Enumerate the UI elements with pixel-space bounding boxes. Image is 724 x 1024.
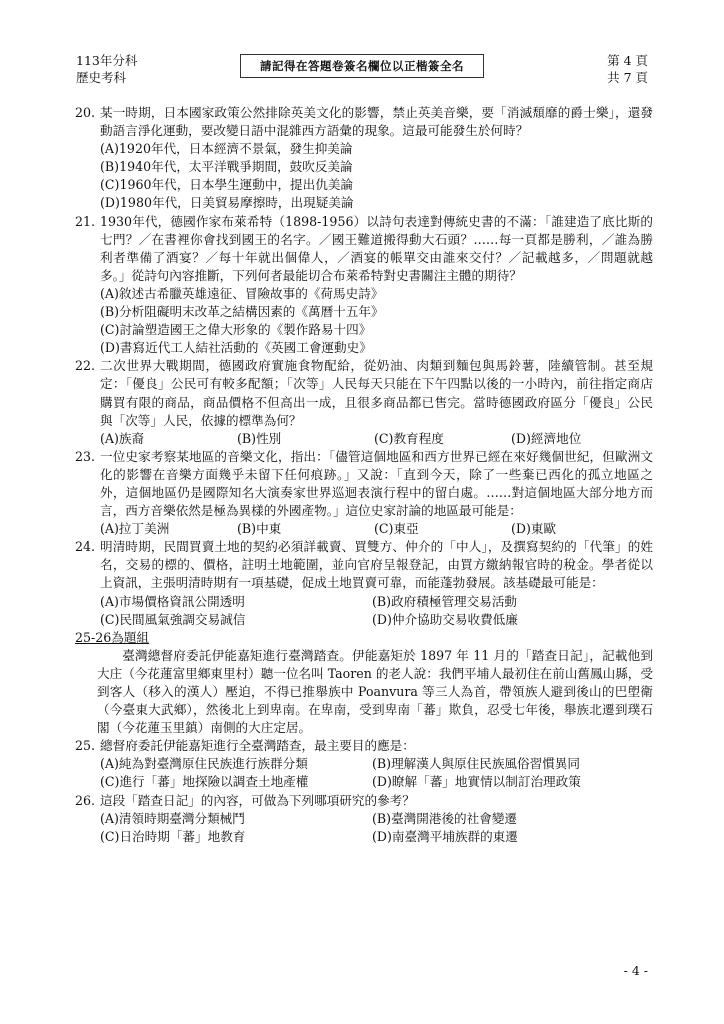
option-d: (D)1980年代，日美貿易摩擦時，出現疑美論 (100, 195, 354, 211)
question-number: 21. (75, 213, 96, 229)
question-stem: 一位史家考察某地區的音樂文化，指出：「儘管這個地區和西方世界已經在來好幾個世紀，但歐洲文化的影響在音樂方面幾乎未留下任何痕跡。」又說：「直到今天，除了一些棄已西化的孤立地區之外，這個地區仍是國際知名大演奏家世界巡迴表演行程中的留白處。……對這個地區大部分地方而言，西方音樂依然是極為異樣的外國產物。」這位史家討論的地區最可能是： (100, 448, 653, 519)
question-stem: 總督府委託伊能嘉矩進行全臺灣踏查，最主要目的應是： (100, 738, 415, 754)
option-b: (B)1940年代，太平洋戰爭期間，鼓吹反美論 (100, 159, 353, 175)
option-b: (B)分析阻礙明末改革之結構因素的《萬曆十五年》 (100, 304, 384, 320)
question-23 (75, 448, 653, 538)
question-stem: 明清時期，民間買賣土地的契約必須詳載賣、買雙方、仲介的「中人」，及撰寫契約的「代筆」的姓名，交易的標的、價格，註明土地範圍，並向官府呈報登記，由買方繳納報官時的稅金。學者從以上資訊，主張明清時期有一項基礎，促成土地買賣可靠，而能蓬勃發展。該基礎最可能是： (100, 539, 653, 591)
header-right (607, 52, 648, 86)
question-stem: 二次世界大戰期間，德國政府實施食物配給，從奶油、肉類到麵包與馬鈴薯，陸續管制。甚至規定：「優良」公民可有較多配額；「次等」人民每天只能在下午四點以後的一小時內，前往指定商店購買有限的商品，商品價格不但高出一成，且很多商品都已售完。當時德國政府區分「優良」公民與「次等」人民，依據的標準為何？ (100, 358, 653, 428)
option-c: (C)日治時期「蕃」地教育 (100, 828, 246, 844)
option-c: (C)討論塑造國王之偉大形象的《製作路易十四》 (100, 322, 372, 338)
question-21 (75, 213, 653, 358)
option-b: (B)性別 (237, 430, 282, 446)
option-a: (A)1920年代，日本經濟不景氣，發生抑美論 (100, 141, 353, 157)
option-d: (D)南臺灣平埔族群的東遷 (372, 828, 518, 844)
option-c: (C)進行「蕃」地探險以調查土地產權 (100, 774, 309, 790)
option-c: (C)民間風氣強調交易誠信 (100, 611, 246, 627)
option-c: (C)1960年代，日本學生運動中，提出仇美論 (100, 177, 354, 193)
question-list (75, 104, 653, 846)
option-d: (D)書寫近代工人結社活動的《英國工會運動史》 (100, 340, 372, 356)
question-20 (75, 104, 653, 213)
question-number: 24. (75, 539, 96, 555)
options-row (100, 520, 653, 538)
question-number: 25. (75, 738, 96, 754)
question-number: 20. (75, 105, 96, 120)
option-c: (C)東亞 (374, 521, 419, 537)
question-stem: 這段「踏查日記」的內容，可做為下列哪項研究的參考？ (100, 792, 415, 808)
question-stem: 1930年代，德國作家布萊希特（1898-1956）以詩句表達對傳統史書的不滿：「誰建造了底比斯的七門？／在書裡你會找到國王的名字。／國王難道搬得動大石頭？……每一頁都是勝利，／誰為勝利者準備了酒宴？／每十年就出個偉人，／酒宴的帳單交由誰來交付？／記載越多，／問題就越多。」從詩句內容推斷，下列何者最能切合布萊希特對史書關注主體的期待？ (100, 213, 653, 283)
question-stem: 某一時期，日本國家政策公然排除英美文化的影響，禁止英美音樂，要「消滅頹靡的爵士樂」，還發動語言淨化運動，要改變日語中混雜西方語彙的現象。這最可能發生於何時？ (100, 105, 653, 139)
question-24 (75, 538, 653, 628)
question-number: 23. (75, 448, 96, 464)
options-row (100, 430, 653, 448)
options-grid (100, 810, 653, 846)
question-number: 22. (75, 358, 96, 374)
option-a: (A)清領時期臺灣分類械鬥 (100, 810, 245, 826)
question-25 (75, 737, 653, 791)
option-a: (A)族裔 (100, 430, 145, 446)
option-a: (A)拉丁美洲 (100, 521, 170, 537)
option-b: (B)臺灣開港後的社會變遷 (372, 810, 518, 826)
question-group-title: 25-26為題組 (75, 629, 150, 645)
question-number: 26. (75, 792, 96, 808)
option-d: (D)經濟地位 (511, 430, 582, 446)
option-c: (C)教育程度 (374, 430, 444, 446)
option-b: (B)中東 (237, 521, 282, 537)
signature-notice-box: 請記得在答題卷簽名欄位以正楷簽全名 (240, 54, 484, 78)
header-page-total: 共 7 頁 (607, 70, 648, 85)
header-exam-year: 113年分科 (76, 53, 138, 68)
option-b: (B)政府積極管理交易活動 (372, 593, 518, 609)
option-d: (D)仲介協助交易收費低廉 (372, 611, 518, 627)
option-b: (B)理解漢人與原住民族風俗習慣異同 (372, 756, 580, 772)
question-group-passage: 臺灣總督府委託伊能嘉矩進行臺灣踏查。伊能嘉矩於 1897 年 11 月的「踏查日記」，記載他到大庄（今花蓮富里鄉東里村）聽一位名叫 Taoren 的老人說：我們平埔人最初住在前山舊鳳山縣，受到客人（移入的漢人）壓迫，不得已推舉族中 Poanvura 等三人為首，帶領族人避到後山的巴塱衛（今臺東大武鄉），然後北上到卑南。在卑南，受到卑南「蕃」欺負，忍受七年後，舉族北遷到璞石閣（今花蓮玉里鎮）南側的大庄定居。 (97, 647, 653, 736)
option-d: (D)瞭解「蕃」地實情以制訂治理政策 (372, 774, 581, 790)
option-a: (A)純為對臺灣原住民族進行族群分類 (100, 756, 308, 772)
option-a: (A)敘述古希臘英雄遠征、冒險故事的《荷馬史詩》 (100, 285, 384, 301)
header-subject: 歷史考科 (76, 70, 127, 85)
header-page-current: 第 4 頁 (607, 53, 648, 68)
question-22 (75, 357, 653, 447)
options-grid (100, 593, 653, 629)
header-left (76, 52, 137, 86)
option-a: (A)市場價格資訊公開透明 (100, 593, 245, 609)
question-26 (75, 792, 653, 846)
options-grid (100, 755, 653, 791)
option-d: (D)東歐 (511, 521, 557, 537)
page-number: - 4 - (623, 963, 648, 978)
